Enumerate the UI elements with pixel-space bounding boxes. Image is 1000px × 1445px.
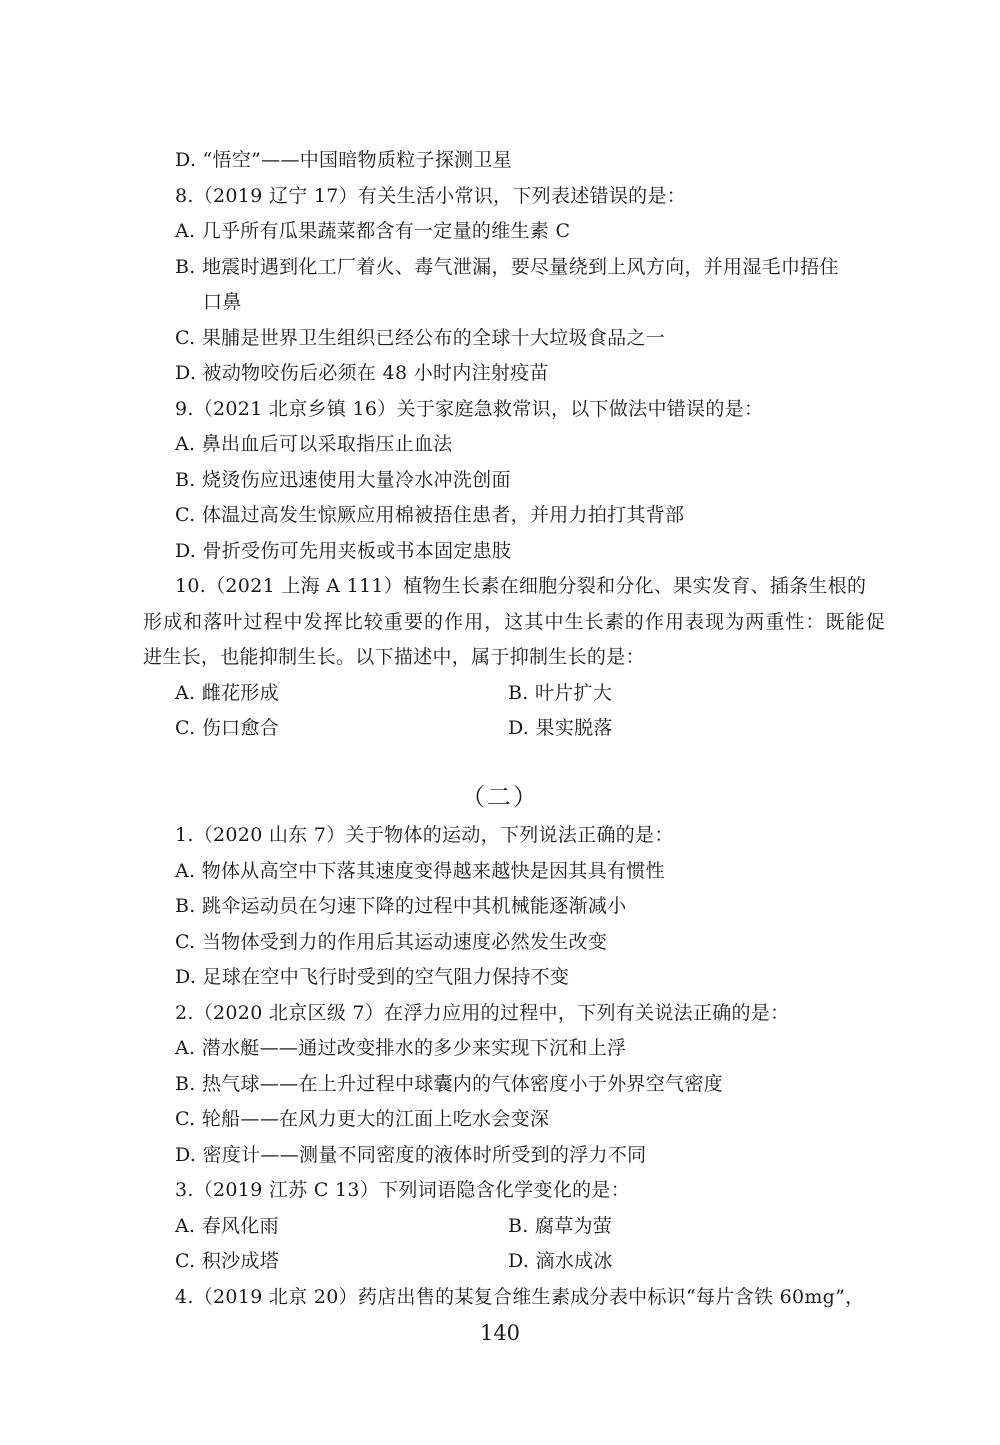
s1-option-b: B. 跳伞运动员在匀速下降的过程中其机械能逐渐减小 xyxy=(175,895,627,917)
s3-option-c: C. 积沙成塔 xyxy=(175,1250,280,1272)
q10-stem-line2: 形成和落叶过程中发挥比较重要的作用，这其中生长素的作用表现为两重性：既能促 xyxy=(143,611,885,633)
s1-option-a: A. 物体从高空中下落其速度变得越来越快是因其具有惯性 xyxy=(175,860,665,882)
q10-option-b: B. 叶片扩大 xyxy=(508,682,613,704)
q9-option-a: A. 鼻出血后可以采取指压止血法 xyxy=(175,433,453,455)
section-heading: （二） xyxy=(461,783,539,811)
q10-option-d: D. 果实脱落 xyxy=(508,717,613,739)
q10-option-a: A. 雌花形成 xyxy=(175,682,279,704)
q9-stem: 9.（2021 北京乡镇 16）关于家庭急救常识，以下做法中错误的是： xyxy=(175,398,764,420)
s2-option-c: C. 轮船——在风力更大的江面上吃水会变深 xyxy=(175,1108,550,1130)
q9-option-d: D. 骨折受伤可先用夹板或书本固定患肢 xyxy=(175,540,512,562)
s2-option-a: A. 潜水艇——通过改变排水的多少来实现下沉和上浮 xyxy=(175,1037,627,1059)
q8-option-a: A. 几乎所有瓜果蔬菜都含有一定量的维生素 C xyxy=(175,220,571,242)
s3-option-a: A. 春风化雨 xyxy=(175,1215,279,1237)
q8-option-c: C. 果脯是世界卫生组织已经公布的全球十大垃圾食品之一 xyxy=(175,327,666,349)
page-number: 140 xyxy=(479,1321,521,1345)
q9-option-b: B. 烧烫伤应迅速使用大量冷水冲洗创面 xyxy=(175,469,511,491)
q10-stem-line3: 进生长，也能抑制生长。以下描述中，属于抑制生长的是： xyxy=(143,646,645,668)
s3-stem: 3.（2019 江苏 C 13）下列词语隐含化学变化的是： xyxy=(175,1179,631,1201)
q10-option-c: C. 伤口愈合 xyxy=(175,717,280,739)
s2-option-d: D. 密度计——测量不同密度的液体时所受到的浮力不同 xyxy=(175,1144,647,1166)
s2-stem: 2.（2020 北京区级 7）在浮力应用的过程中，下列有关说法正确的是： xyxy=(175,1002,790,1024)
q8-option-b-line2: 口鼻 xyxy=(203,291,242,313)
q8-stem: 8.（2019 辽宁 17）有关生活小常识，下列表述错误的是： xyxy=(175,185,687,207)
s3-option-d: D. 滴水成冰 xyxy=(508,1250,613,1272)
s1-stem: 1.（2020 山东 7）关于物体的运动，下列说法正确的是： xyxy=(175,824,674,846)
s2-option-b: B. 热气球——在上升过程中球囊内的气体密度小于外界空气密度 xyxy=(175,1073,724,1095)
q7-option-d: D. “悟空”——中国暗物质粒子探测卫星 xyxy=(175,149,513,171)
q8-option-b-line1: B. 地震时遇到化工厂着火、毒气泄漏，要尽量绕到上风方向，并用湿毛巾捂住 xyxy=(175,256,839,278)
q10-stem-line1: 10.（2021 上海 A 111）植物生长素在细胞分裂和分化、果实发育、插条生根的 xyxy=(175,575,867,597)
s1-option-c: C. 当物体受到力的作用后其运动速度必然发生改变 xyxy=(175,931,608,953)
s1-option-d: D. 足球在空中飞行时受到的空气阻力保持不变 xyxy=(175,966,570,988)
q9-option-c: C. 体温过高发生惊厥应用棉被捂住患者，并用力拍打其背部 xyxy=(175,504,685,526)
q8-option-d: D. 被动物咬伤后必须在 48 小时内注射疫苗 xyxy=(175,362,549,384)
s3-option-b: B. 腐草为萤 xyxy=(508,1215,613,1237)
s4-stem: 4.（2019 北京 20）药店出售的某复合维生素成分表中标识“每片含铁 60mg”， xyxy=(175,1286,865,1308)
